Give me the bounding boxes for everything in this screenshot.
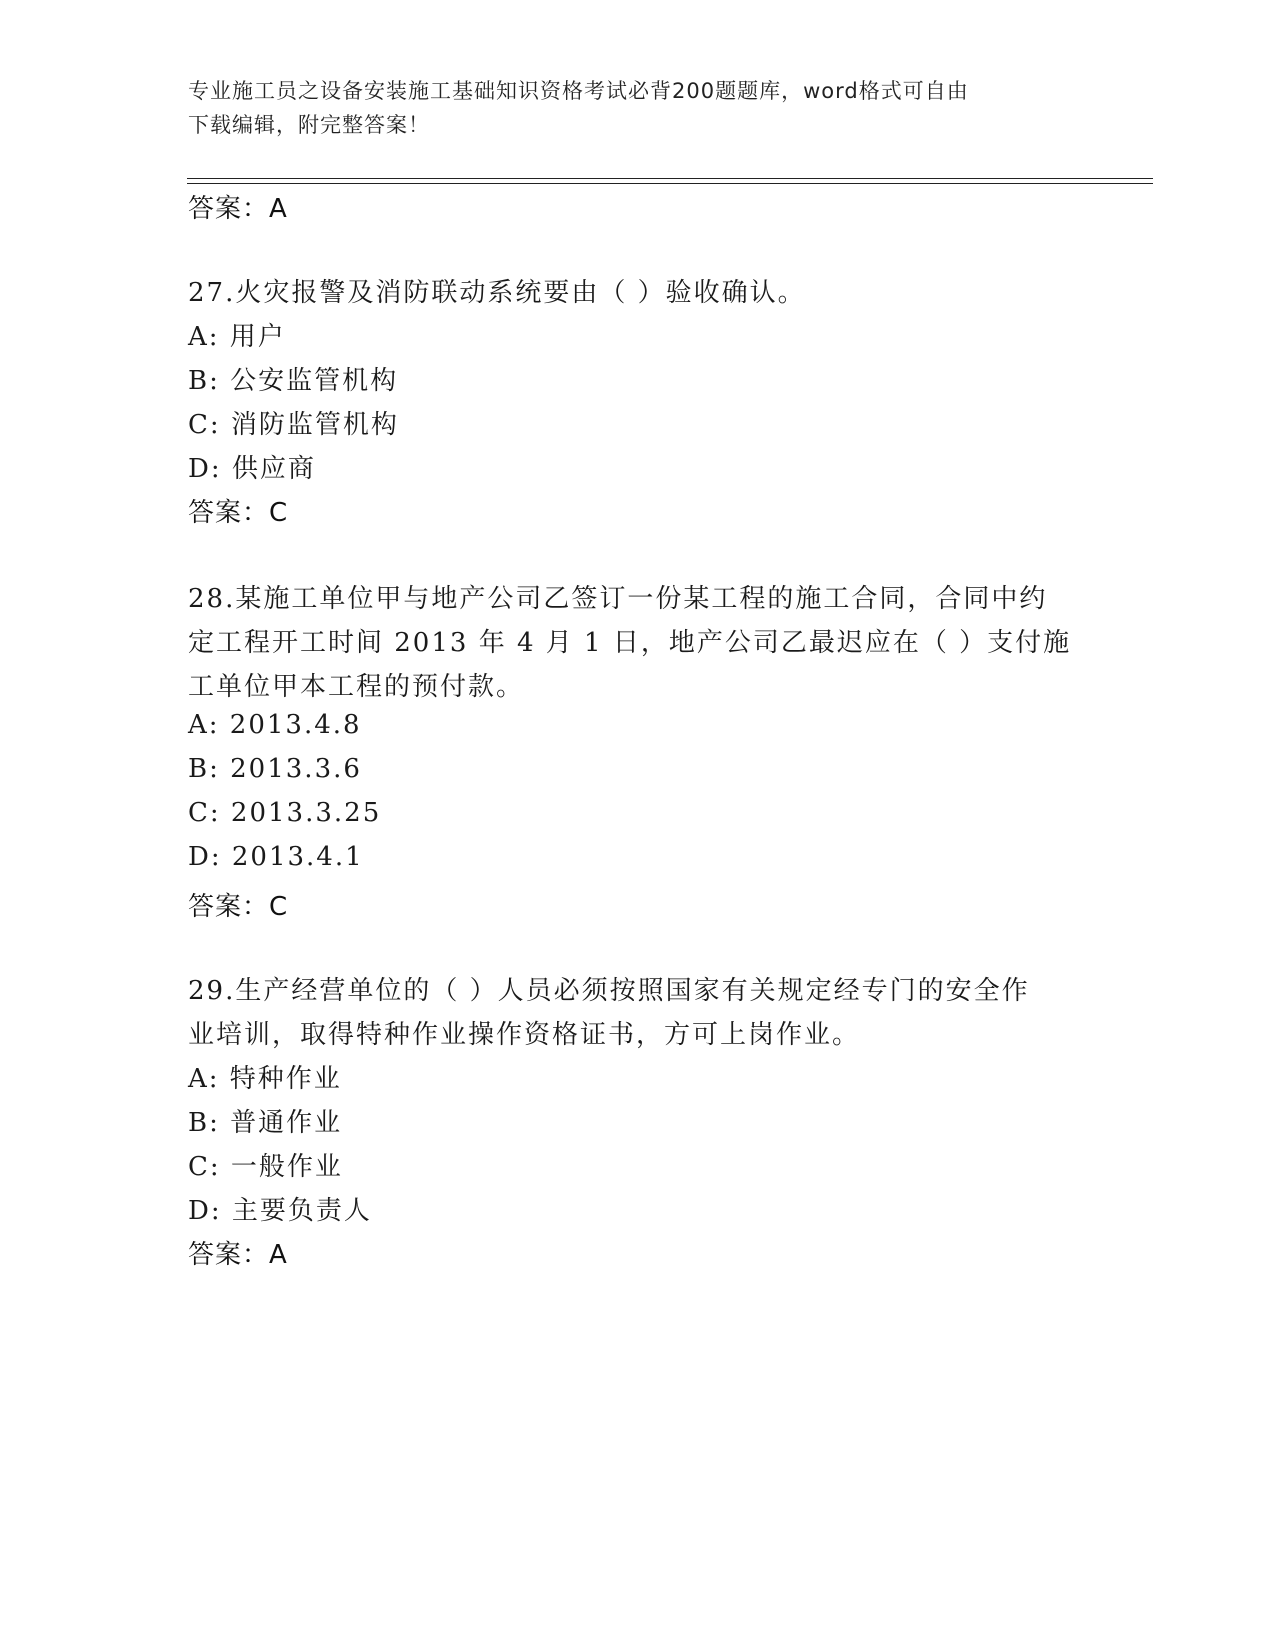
header-line-2: 下载编辑，附完整答案！ <box>188 113 430 137</box>
question-28-answer: 答案：C <box>188 892 289 922</box>
header-line-1: 专业施工员之设备安装施工基础知识资格考试必背200题题库，word格式可自由 <box>188 79 969 103</box>
question-28-option-c: C: 2013.3.25 <box>188 798 382 828</box>
question-27-option-d: D: 供应商 <box>188 454 316 484</box>
document-header <box>188 74 1088 142</box>
question-28-text-line-1: 28.某施工单位甲与地产公司乙签订一份某工程的施工合同，合同中约 <box>188 584 1048 614</box>
header-divider-top <box>187 178 1153 179</box>
question-29-text-line-1: 29.生产经营单位的（ ）人员必须按照国家有关规定经专门的安全作 <box>188 976 1030 1006</box>
question-27-option-c: C: 消防监管机构 <box>188 410 399 440</box>
question-27-option-a: A: 用户 <box>188 322 286 352</box>
question-29-option-b: B: 普通作业 <box>188 1108 343 1138</box>
question-27-answer: 答案：C <box>188 498 289 528</box>
question-29-answer: 答案：A <box>188 1240 288 1270</box>
question-28-option-a: A: 2013.4.8 <box>188 710 362 740</box>
question-29-text-line-2: 业培训，取得特种作业操作资格证书，方可上岗作业。 <box>188 1020 861 1050</box>
question-28-text-line-3: 工单位甲本工程的预付款。 <box>188 672 525 702</box>
question-29-option-a: A: 特种作业 <box>188 1064 342 1094</box>
question-28-option-b: B: 2013.3.6 <box>188 754 362 784</box>
question-28-option-d: D: 2013.4.1 <box>188 842 364 872</box>
question-29-option-d: D: 主要负责人 <box>188 1196 372 1226</box>
header-divider-bottom <box>187 183 1153 184</box>
question-29-option-c: C: 一般作业 <box>188 1152 343 1182</box>
question-27-text: 27.火灾报警及消防联动系统要由（ ）验收确认。 <box>188 278 806 308</box>
question-27-option-b: B: 公安监管机构 <box>188 366 399 396</box>
question-28-text-line-2: 定工程开工时间 2013 年 4 月 1 日，地产公司乙最迟应在（ ）支付施 <box>188 628 1072 658</box>
previous-answer: 答案：A <box>188 194 288 224</box>
